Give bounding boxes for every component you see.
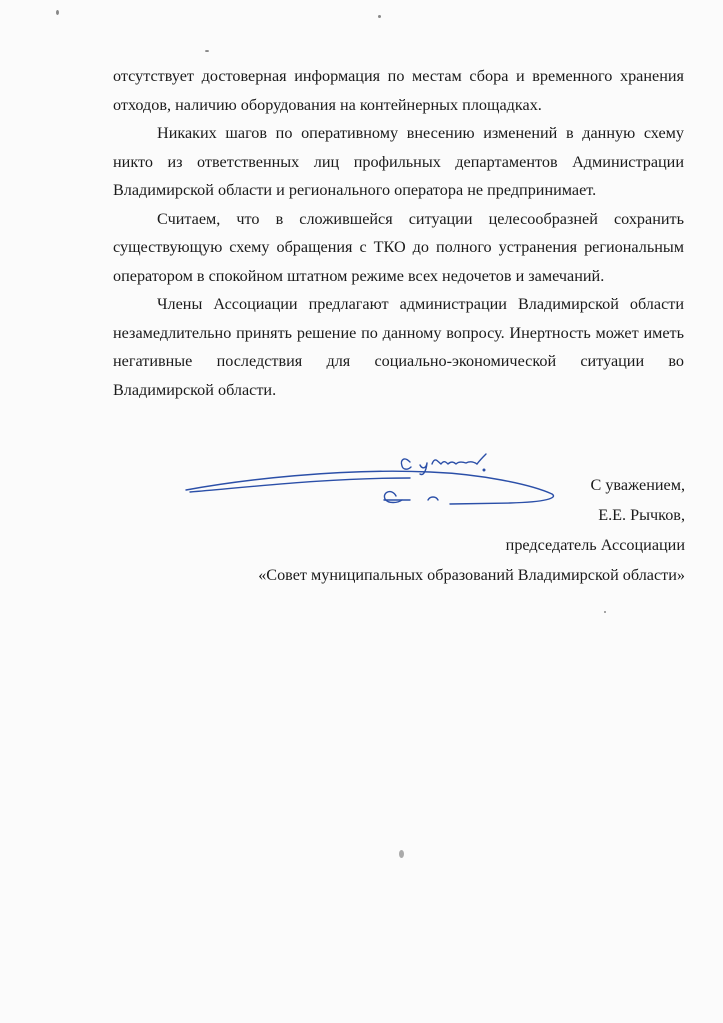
paragraph-4: Члены Ассоциации предлагают администрации Владимирской области незамедлительно принять решение по данному вопросу. Инертность может иметь негативные последствия для социально-экономической ситуации во Владимирской области. (113, 295, 684, 399)
signer-position: председатель Ассоциации (505, 536, 685, 554)
scan-speck (56, 10, 59, 15)
signer-name: Е.Е. Рычков, (598, 506, 685, 524)
closing-line: С уважением, (590, 476, 685, 494)
paragraph-1: отсутствует достоверная информация по местам сбора и временного хранения отходов, наличию оборудования на контейнерных площадках. (113, 67, 684, 114)
scan-speck (604, 611, 606, 613)
signature-block (258, 470, 685, 590)
letter-body (113, 62, 684, 404)
scan-speck (378, 15, 381, 18)
paragraph-2: Никаких шагов по оперативному внесению изменений в данную схему никто из ответственных лиц профильных департаментов Администрации Владимирской области и регионального оператора не предпринимает. (113, 124, 684, 199)
signer-organization: «Совет муниципальных образований Владимирской области» (258, 566, 685, 584)
paragraph-3: Считаем, что в сложившейся ситуации целесообразней сохранить существующую схему обращения с ТКО до полного устранения региональным оператором в спокойном штатном режиме всех недочетов и замечаний. (113, 209, 684, 285)
scan-speck (399, 850, 404, 858)
scan-speck (205, 50, 209, 52)
